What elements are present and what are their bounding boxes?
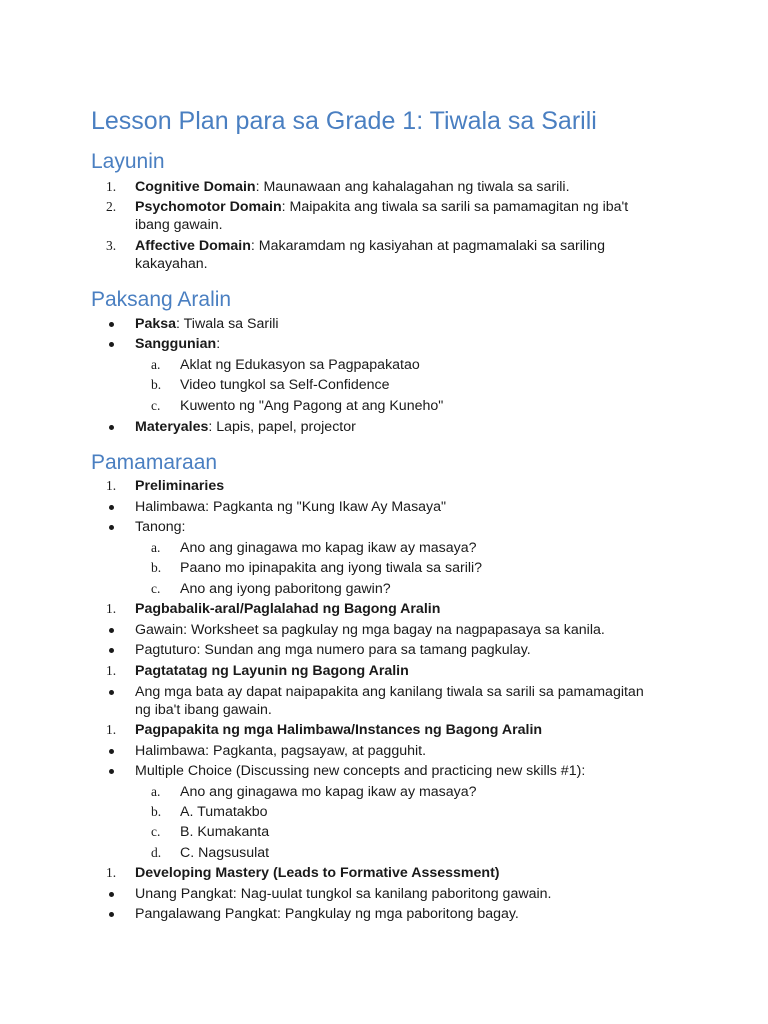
step-label: Pagtatatag ng Layunin ng Bagong Aralin <box>135 663 409 679</box>
list-item-continuation: ibang gawain. <box>135 217 223 233</box>
list-number: 3. <box>106 238 117 253</box>
bullet-icon <box>109 749 114 754</box>
sublist-item: Ano ang ginagawa mo kapag ikaw ay masaya? <box>180 540 477 556</box>
document-title: Lesson Plan para sa Grade 1: Tiwala sa Sarili <box>91 107 597 135</box>
step-title <box>135 721 542 739</box>
bullet-icon <box>109 628 114 633</box>
list-number: 1. <box>106 663 117 678</box>
sublist-letter: b. <box>151 377 162 392</box>
list-number: 1. <box>106 601 117 616</box>
sublist-item: Ano ang iyong paboritong gawin? <box>180 581 391 597</box>
list-item <box>135 237 605 255</box>
list-item: Halimbawa: Pagkanta, pagsayaw, at pagguhit. <box>135 743 427 759</box>
sublist-letter: b. <box>151 560 162 575</box>
item-text: : Maipakita ang tiwala sa sarili sa pamamagitan ng iba't <box>281 199 629 215</box>
item-text: : Tiwala sa Sarili <box>176 316 279 332</box>
list-number: 1. <box>106 179 117 194</box>
list-item: Unang Pangkat: Nag-uulat tungkol sa kanilang paboritong gawain. <box>135 886 552 902</box>
bullet-icon <box>109 525 114 530</box>
bullet-icon <box>109 912 114 917</box>
sublist-item: Ano ang ginagawa mo kapag ikaw ay masaya? <box>180 784 477 800</box>
list-number: 1. <box>106 478 117 493</box>
item-text: : <box>216 336 221 352</box>
heading-paksang-aralin: Paksang Aralin <box>91 288 232 311</box>
bullet-icon <box>109 322 114 327</box>
sublist-letter: a. <box>151 784 161 799</box>
list-item: Ang mga bata ay dapat naipapakita ang kanilang tiwala sa sarili sa pamamagitan <box>135 684 644 700</box>
step-title <box>135 477 224 495</box>
list-item-continuation: kakayahan. <box>135 256 208 272</box>
list-item: Tanong: <box>135 519 186 535</box>
sublist-item: C. Nagsusulat <box>180 845 270 861</box>
bullet-icon <box>109 690 114 695</box>
sublist-item: Kuwento ng "Ang Pagong at ang Kuneho" <box>180 398 444 414</box>
bullet-icon <box>109 342 114 347</box>
item-label: Cognitive Domain <box>135 179 256 195</box>
list-number: 1. <box>106 722 117 737</box>
list-item-continuation: ng iba't ibang gawain. <box>135 702 272 718</box>
sublist-item: Aklat ng Edukasyon sa Pagpapakatao <box>180 357 420 373</box>
list-item <box>135 178 570 196</box>
item-label: Psychomotor Domain <box>135 199 282 215</box>
list-item <box>135 418 356 436</box>
sublist-letter: a. <box>151 357 161 372</box>
item-label: Materyales <box>135 419 209 435</box>
step-label: Developing Mastery (Leads to Formative Assessment) <box>135 865 500 881</box>
bullet-icon <box>109 425 114 430</box>
step-label: Preliminaries <box>135 478 225 494</box>
list-item: Gawain: Worksheet sa pagkulay ng mga bagay na nagpapasaya sa kanila. <box>135 622 605 638</box>
list-number: 1. <box>106 865 117 880</box>
heading-layunin: Layunin <box>91 150 165 173</box>
list-item <box>135 315 279 333</box>
bullet-icon <box>109 892 114 897</box>
item-label: Affective Domain <box>135 238 251 254</box>
list-item <box>135 335 220 353</box>
heading-pamamaraan: Pamamaraan <box>91 451 218 474</box>
sublist-letter: c. <box>151 824 161 839</box>
sublist-item: Paano mo ipinapakita ang iyong tiwala sa sarili? <box>180 560 483 576</box>
bullet-icon <box>109 505 114 510</box>
step-title <box>135 864 500 882</box>
list-number: 2. <box>106 199 117 214</box>
step-label: Pagbabalik-aral/Paglalahad ng Bagong Aralin <box>135 601 441 617</box>
list-item: Pangalawang Pangkat: Pangkulay ng mga paboritong bagay. <box>135 906 519 922</box>
sublist-letter: a. <box>151 540 161 555</box>
sublist-letter: b. <box>151 804 162 819</box>
item-text: : Makaramdam ng kasiyahan at pagmamalaki sa sariling <box>250 238 605 254</box>
sublist-item: A. Tumatakbo <box>180 804 268 820</box>
list-item: Pagtuturo: Sundan ang mga numero para sa tamang pagkulay. <box>135 642 531 658</box>
sublist-letter: d. <box>151 845 162 860</box>
sublist-letter: c. <box>151 398 161 413</box>
bullet-icon <box>109 648 114 653</box>
list-item <box>135 198 628 216</box>
bullet-icon <box>109 769 114 774</box>
step-title <box>135 600 440 618</box>
step-label: Pagpapakita ng mga Halimbawa/Instances ng Bagong Aralin <box>135 722 543 738</box>
item-label: Sanggunian <box>135 336 217 352</box>
list-item: Multiple Choice (Discussing new concepts and practicing new skills #1): <box>135 763 586 779</box>
sublist-letter: c. <box>151 581 161 596</box>
sublist-item: B. Kumakanta <box>180 824 270 840</box>
item-label: Paksa <box>135 316 177 332</box>
item-text: : Lapis, papel, projector <box>208 419 356 435</box>
item-text: : Maunawaan ang kahalagahan ng tiwala sa sarili. <box>255 179 570 195</box>
sublist-item: Video tungkol sa Self-Confidence <box>180 377 390 393</box>
list-item: Halimbawa: Pagkanta ng "Kung Ikaw Ay Masaya" <box>135 499 447 515</box>
step-title <box>135 662 409 680</box>
